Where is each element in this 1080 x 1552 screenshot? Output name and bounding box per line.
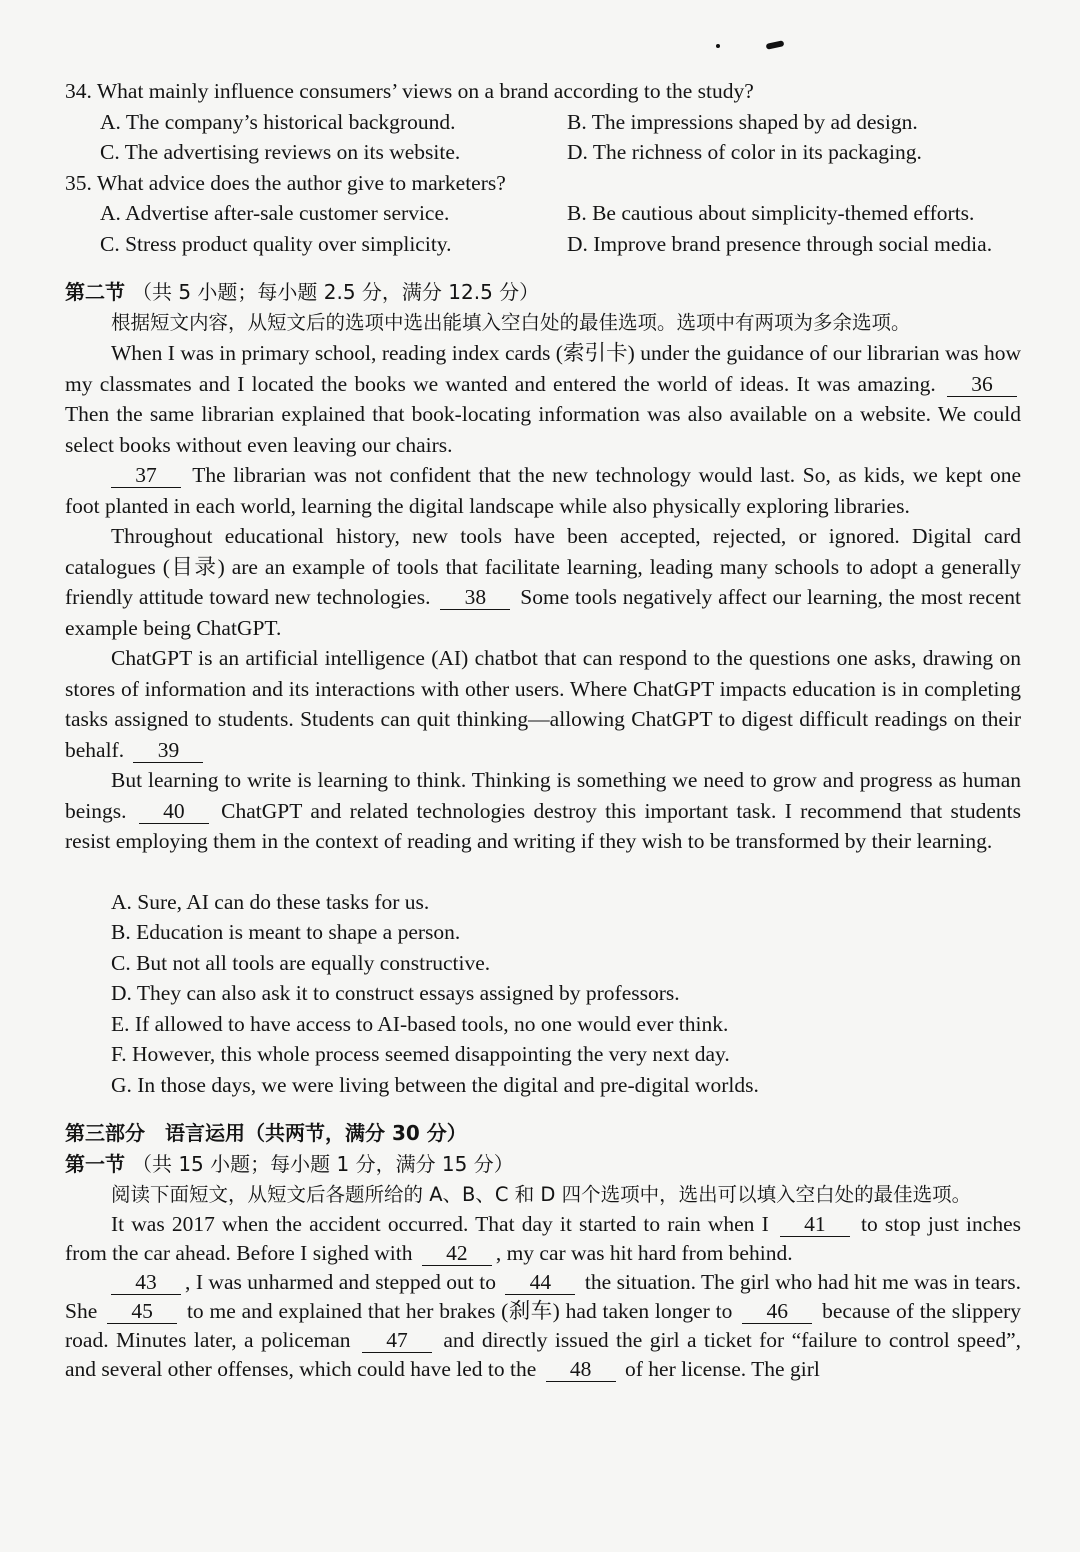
paragraph-1-text-a: When I was in primary school, reading index cards (索引卡) under the guidance of our librarian was how my classmates and I located the books we wanted and entered the world of ideas. It was amazing. [65, 341, 1021, 396]
answer-choices-list [65, 887, 1021, 1101]
cloze-text-6: to me and explained that her brakes (刹车) had taken longer to [186, 1299, 733, 1323]
cloze-paragraph-1 [65, 1210, 1021, 1268]
passage-paragraph-3 [65, 521, 1021, 643]
blank-38[interactable]: 38 [440, 585, 510, 610]
question-35 [65, 168, 1021, 260]
blank-45[interactable]: 45 [107, 1299, 177, 1324]
choice-d: D. They can also ask it to construct essays assigned by professors. [111, 981, 680, 1005]
choice-c: C. But not all tools are equally constructive. [111, 950, 491, 975]
paragraph-2-text: The librarian was not confident that the new technology would last. So, as kids, we kept one foot planted in each world, learning the digital landscape while also physically exploring libraries. [65, 463, 1021, 518]
cloze-passage [65, 1210, 1021, 1384]
paragraph-4-text-a: ChatGPT is an artificial intelligence (AI) chatbot that can respond to the questions one asks, drawing on stores of information and its interactions with other users. Where ChatGPT impacts education is in completing tasks assigned to students. Students can quit thinking—allowing ChatGPT to digest difficult readings on their behalf. [65, 646, 1021, 762]
choice-g: G. In those days, we were living between the digital and pre-digital worlds. [111, 1072, 759, 1097]
paragraph-5-text-b: ChatGPT and related technologies destroy this important task. I recommend that students resist employing them in the context of reading and writing if they wish to be transformed by their learning. [65, 798, 1022, 853]
scan-mark-dot [716, 44, 720, 48]
option-34-b: B. The impressions shaped by ad design. [567, 109, 918, 134]
choice-a: A. Sure, AI can do these tasks for us. [111, 889, 430, 914]
cloze-text-9: of her license. The girl [625, 1357, 820, 1381]
option-34-d: D. The richness of color in its packaging. [567, 140, 922, 164]
cloze-text-2: to stop just inches from the car ahead. Before I sighed with [65, 1212, 1021, 1265]
question-34 [65, 76, 1021, 168]
blank-40[interactable]: 40 [139, 799, 209, 824]
section-2-instruction: 根据短文内容，从短文后的选项中选出能填入空白处的最佳选项。选项中有两项为多余选项。 [111, 310, 911, 334]
cloze-text-8: and directly issued the girl a ticket for “failure to control speed”, and several other offenses, which could have led to the [65, 1328, 1022, 1381]
section-2-heading [65, 277, 1021, 308]
passage-paragraph-1 [65, 338, 1021, 460]
paragraph-3-text-a: Throughout educational history, new tools have been accepted, rejected, or ignored. Digital card catalogues (目录) are an example of tools that facilitate learning, leading many schools to adopt a generally friendly attitude toward new technologies. [65, 524, 1021, 609]
scan-mark-smudge [766, 40, 785, 50]
section-2-note: （共 5 小题；每小题 2.5 分，满分 12.5 分） [131, 280, 540, 304]
choice-f: F. However, this whole process seemed disappointing the very next day. [111, 1042, 730, 1066]
subsection-title: 第一节 [65, 1151, 125, 1176]
blank-47[interactable]: 47 [362, 1328, 432, 1353]
option-35-b: B. Be cautious about simplicity-themed efforts. [567, 201, 975, 225]
blank-42[interactable]: 42 [422, 1241, 492, 1266]
exam-page [65, 76, 1021, 1384]
subsection-note: （共 15 小题；每小题 1 分，满分 15 分） [131, 1151, 514, 1176]
passage-paragraph-2 [65, 460, 1021, 521]
option-35-c: C. Stress product quality over simplicity. [100, 231, 452, 256]
cloze-text-4: , I was unharmed and stepped out to [185, 1270, 496, 1294]
choice-e: E. If allowed to have access to AI-based tools, no one would ever think. [111, 1011, 729, 1036]
blank-46[interactable]: 46 [742, 1299, 812, 1324]
part-3-heading: 第三部分 语言运用（共两节，满分 30 分） [65, 1121, 467, 1145]
option-35-a: A. Advertise after-sale customer service. [100, 201, 450, 225]
choice-b: B. Education is meant to shape a person. [111, 920, 461, 944]
paragraph-3-text-b: Some tools negatively affect our learning, the most recent example being ChatGPT. [65, 585, 1022, 640]
question-34-stem: 34. What mainly influence consumers’ views on a brand according to the study? [65, 79, 754, 103]
passage-paragraph-5 [65, 765, 1021, 857]
paragraph-5-text-a: But learning to write is learning to think. Thinking is something we need to grow and progress as human beings. [65, 768, 1021, 823]
blank-41[interactable]: 41 [780, 1212, 850, 1237]
cloze-paragraph-2 [65, 1268, 1021, 1384]
blank-43[interactable]: 43 [111, 1270, 181, 1295]
blank-37[interactable]: 37 [111, 463, 181, 488]
part-3-instruction: 阅读下面短文，从短文后各题所给的 A、B、C 和 D 四个选项中，选出可以填入空白处的最佳选项。 [111, 1183, 972, 1206]
section-2-title: 第二节 [65, 280, 125, 304]
blank-48[interactable]: 48 [546, 1357, 616, 1382]
cloze-text-3: , my car was hit hard from behind. [495, 1241, 793, 1265]
blank-36[interactable]: 36 [947, 372, 1017, 397]
cloze-text-5: the situation. The girl who had hit me was in tears. She [65, 1270, 1022, 1323]
blank-39[interactable]: 39 [133, 738, 203, 763]
option-35-d: D. Improve brand presence through social media. [567, 231, 993, 256]
cloze-text-7: because of the slippery road. Minutes later, a policeman [65, 1299, 1022, 1352]
question-35-stem: 35. What advice does the author give to marketers? [65, 170, 506, 195]
blank-44[interactable]: 44 [505, 1270, 575, 1295]
option-34-c: C. The advertising reviews on its website. [100, 140, 461, 164]
part-3-subsection-heading [65, 1149, 1021, 1180]
question-34-options [65, 107, 1021, 168]
paragraph-1-text-b: Then the same librarian explained that book-locating information was also available on a website. We could select books without even leaving our chairs. [65, 402, 1021, 457]
option-34-a: A. The company’s historical background. [100, 109, 456, 134]
question-35-options [65, 198, 1021, 259]
cloze-text-1: It was 2017 when the accident occurred. That day it started to rain when I [111, 1212, 769, 1236]
passage-paragraph-4 [65, 643, 1021, 765]
